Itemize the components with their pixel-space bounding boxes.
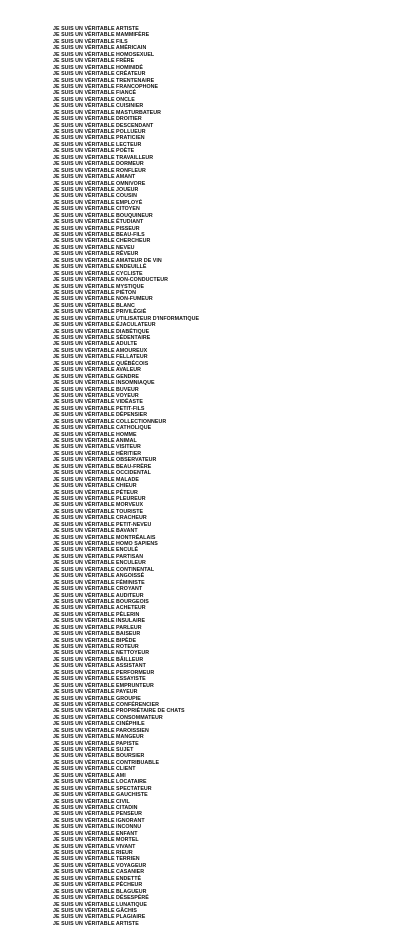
poem-line: JE SUIS UN VÉRITABLE MYSTIQUE [53,283,145,290]
poem-line: JE SUIS UN VÉRITABLE PARTISAN [53,553,144,560]
poem-line: JE SUIS UN VÉRITABLE PRIVILÉGIÉ [53,309,147,316]
poem-line: JE SUIS UN VÉRITABLE NEVEU [53,244,135,251]
poem-line: JE SUIS UN VÉRITABLE CRACHEUR [53,515,147,522]
poem-line: JE SUIS UN VÉRITABLE GROUPIE [53,695,141,702]
poem-line: JE SUIS UN VÉRITABLE RONFLEUR [53,167,146,174]
poem-line: JE SUIS UN VÉRITABLE FRÈRE [53,58,135,65]
poem-line: JE SUIS UN VÉRITABLE MONTRÉALAIS [53,534,156,541]
poem-line: JE SUIS UN VÉRITABLE BLANC [53,302,135,309]
poem-line: JE SUIS UN VÉRITABLE PROPRIÉTAIRE DE CHATS [53,708,185,715]
poem-line: JE SUIS UN VÉRITABLE CONFÉRENCIER [53,701,160,708]
poem-line: JE SUIS UN VÉRITABLE VOYAGEUR [53,862,147,869]
poem-line: JE SUIS UN VÉRITABLE BÂILLEUR [53,656,144,663]
poem-line: JE SUIS UN VÉRITABLE OBSERVATEUR [53,457,157,464]
poem-line: JE SUIS UN VÉRITABLE TRAVAILLEUR [53,154,154,161]
poem-line: JE SUIS UN VÉRITABLE FILS [53,38,128,45]
poem-line: JE SUIS UN VÉRITABLE TRENTENAIRE [53,77,155,84]
poem-line: JE SUIS UN VÉRITABLE FELLATEUR [53,354,148,361]
poem-line: JE SUIS UN VÉRITABLE CLIENT [53,766,136,773]
poem-line: JE SUIS UN VÉRITABLE MAMMIFÈRE [53,32,150,39]
poem-text [53,26,199,927]
poem-line: JE SUIS UN VÉRITABLE SÉDENTAIRE [53,335,151,341]
poem-line: JE SUIS UN VÉRITABLE CASANIER [53,869,145,876]
poem-line: JE SUIS UN VÉRITABLE PAROISSIEN [53,727,149,734]
poem-line: JE SUIS UN VÉRITABLE EMPRUNTEUR [53,682,154,689]
poem-line: JE SUIS UN VÉRITABLE CONTRIBUABLE [53,759,160,766]
poem-line: JE SUIS UN VÉRITABLE PENSEUR [53,811,143,818]
poem-line: JE SUIS UN VÉRITABLE FIANCÉ [53,90,137,97]
poem-line: JE SUIS UN VÉRITABLE OCCIDENTAL [53,470,151,477]
poem-line: JE SUIS UN VÉRITABLE DÉSESPÉRÉ [53,895,149,902]
poem-line: JE SUIS UN VÉRITABLE BEAU-FILS [53,232,145,238]
poem-line: JE SUIS UN VÉRITABLE BUVEUR [53,386,139,393]
poem-line: JE SUIS UN VÉRITABLE ONCLE [53,96,135,103]
poem-line: JE SUIS UN VÉRITABLE GENDRE [53,373,140,380]
poem-line: JE SUIS UN VÉRITABLE HOMO SAPIENS [53,541,158,547]
poem-line: JE SUIS UN VÉRITABLE OMNIVORE [53,180,146,187]
poem-line: JE SUIS UN VÉRITABLE PAPISTE [53,740,139,747]
poem-line: JE SUIS UN VÉRITABLE ESSAYISTE [53,676,146,683]
poem-line: JE SUIS UN VÉRITABLE AMOUREUX [53,347,148,354]
poem-line: JE SUIS UN VÉRITABLE POÈTE [53,148,135,155]
poem-line: JE SUIS UN VÉRITABLE ÉJACULATEUR [53,322,156,329]
poem-line: JE SUIS UN VÉRITABLE BAVANT [53,528,138,535]
poem-line: JE SUIS UN VÉRITABLE ANIMAL [53,438,137,444]
poem-line: JE SUIS UN VÉRITABLE PAYEUR [53,689,138,696]
poem-line: JE SUIS UN VÉRITABLE MORTEL [53,837,139,844]
poem-line: JE SUIS UN VÉRITABLE IGNORANT [53,817,145,824]
poem-line: JE SUIS UN VÉRITABLE DIABÉTIQUE [53,328,150,335]
poem-line: JE SUIS UN VÉRITABLE LOCATAIRE [53,779,147,786]
poem-line: JE SUIS UN VÉRITABLE PARLEUR [53,624,142,631]
poem-line: JE SUIS UN VÉRITABLE PIÉTON [53,289,136,296]
poem-line: JE SUIS UN VÉRITABLE COUSIN [53,193,137,200]
poem-line: JE SUIS UN VÉRITABLE LECTEUR [53,141,142,148]
poem-line: JE SUIS UN VÉRITABLE CATHOLIQUE [53,425,152,432]
poem-line: JE SUIS UN VÉRITABLE ACHETEUR [53,605,146,612]
poem-line: JE SUIS UN VÉRITABLE BIPÈDE [53,637,137,644]
poem-line: JE SUIS UN VÉRITABLE BOUQUINEUR [53,212,153,219]
poem-line: JE SUIS UN VÉRITABLE MORVEUX [53,502,144,509]
poem-line: JE SUIS UN VÉRITABLE PETIT-FILS [53,405,145,412]
poem-line: JE SUIS UN VÉRITABLE HOMME [53,431,137,438]
poem-line: JE SUIS UN VÉRITABLE CUISINIER [53,103,144,110]
poem-line: JE SUIS UN VÉRITABLE ÉTUDIANT [53,219,144,226]
poem-line: JE SUIS UN VÉRITABLE AUDITEUR [53,592,144,599]
poem-line: JE SUIS UN VÉRITABLE AVALEUR [53,367,142,374]
poem-line: JE SUIS UN VÉRITABLE PRATICIEN [53,135,145,142]
poem-line: JE SUIS UN VÉRITABLE CRÉATEUR [53,71,146,78]
poem-line: JE SUIS UN VÉRITABLE ENCULEUR [53,560,146,567]
poem-line: JE SUIS UN VÉRITABLE PISSEUR [53,225,140,232]
poem-line: JE SUIS UN VÉRITABLE ENFANT [53,830,138,837]
poem-line: JE SUIS UN VÉRITABLE NON-CONDUCTEUR [53,277,168,284]
poem-line: JE SUIS UN VÉRITABLE HOMINIDÉ [53,64,143,71]
poem-line: JE SUIS UN VÉRITABLE ENCULÉ [53,547,139,554]
poem-line: JE SUIS UN VÉRITABLE FÉMINISTE [53,579,145,586]
poem-line: JE SUIS UN VÉRITABLE PÈLERIN [53,611,140,618]
poem-line: JE SUIS UN VÉRITABLE PLAGIAIRE [53,914,146,921]
poem-line: JE SUIS UN VÉRITABLE PETIT-NEVEU [53,521,152,528]
poem-line: JE SUIS UN VÉRITABLE POLLUEUR [53,129,146,135]
poem-line: JE SUIS UN VÉRITABLE COLLECTIONNEUR [53,418,167,425]
poem-line: JE SUIS UN VÉRITABLE PLEUREUR [53,495,146,502]
poem-line: JE SUIS UN VÉRITABLE INCONNU [53,824,142,831]
poem-line: JE SUIS UN VÉRITABLE HOMOSEXUEL [53,51,155,58]
poem-line: JE SUIS UN VÉRITABLE BEAU-FRÈRE [53,463,152,470]
poem-line: JE SUIS UN VÉRITABLE INSULAIRE [53,618,146,625]
poem-line: JE SUIS UN VÉRITABLE TERRIEN [53,856,140,863]
poem-line: JE SUIS UN VÉRITABLE SPECTATEUR [53,785,152,792]
poem-line: JE SUIS UN VÉRITABLE VOYEUR [53,392,139,399]
poem-line: JE SUIS UN VÉRITABLE INSOMNIAQUE [53,380,155,387]
poem-line: JE SUIS UN VÉRITABLE RIEUR [53,850,133,856]
poem-line: JE SUIS UN VÉRITABLE ANGOISSÉ [53,573,145,580]
poem-line: JE SUIS UN VÉRITABLE DROITIER [53,116,142,123]
poem-line: JE SUIS UN VÉRITABLE UTILISATEUR D'INFORMATIQUE [53,315,200,322]
poem-line: JE SUIS UN VÉRITABLE GÂCHIS [53,907,137,914]
poem-line: JE SUIS UN VÉRITABLE CONTINENTAL [53,566,155,573]
poem-line: JE SUIS UN VÉRITABLE AMÉRICAIN [53,45,147,52]
poem-line: JE SUIS UN VÉRITABLE AMATEUR DE VIN [53,257,162,264]
poem-line: JE SUIS UN VÉRITABLE DESCENDANT [53,122,154,129]
poem-line: JE SUIS UN VÉRITABLE CINÉPHILE [53,721,145,728]
poem-line: JE SUIS UN VÉRITABLE ADULTE [53,341,138,348]
poem-line: JE SUIS UN VÉRITABLE CITOYEN [53,206,140,213]
poem-line: JE SUIS UN VÉRITABLE BAISEUR [53,631,141,638]
poem-line: JE SUIS UN VÉRITABLE PÉTEUR [53,489,138,496]
poem-line: JE SUIS UN VÉRITABLE GAUCHISTE [53,792,148,799]
poem-line: JE SUIS UN VÉRITABLE PERFORMEUR [53,669,155,676]
poem-line: JE SUIS UN VÉRITABLE BOURSIER [53,753,145,760]
poem-line: JE SUIS UN VÉRITABLE VIVANT [53,843,136,850]
poem-line: JE SUIS UN VÉRITABLE AMI [53,772,126,779]
poem-line: JE SUIS UN VÉRITABLE ASSISTANT [53,663,146,670]
poem-line: JE SUIS UN VÉRITABLE CROYANT [53,586,143,593]
poem-line: JE SUIS UN VÉRITABLE EMPLOYÉ [53,199,143,206]
poem-line: JE SUIS UN VÉRITABLE LUNATIQUE [53,901,148,908]
poem-line: JE SUIS UN VÉRITABLE CITADIN [53,804,138,811]
poem-line: JE SUIS UN VÉRITABLE RÊVEUR [53,251,139,258]
poem-line: JE SUIS UN VÉRITABLE SUJET [53,747,134,753]
poem-line: JE SUIS UN VÉRITABLE TOURISTE [53,508,144,515]
poem-line: JE SUIS UN VÉRITABLE CIVIL [53,798,130,805]
poem-line: JE SUIS UN VÉRITABLE DÉPENSIER [53,412,148,419]
poem-line: JE SUIS UN VÉRITABLE QUÉBÉCOIS [53,360,149,367]
poem-line: JE SUIS UN VÉRITABLE DORMEUR [53,161,144,168]
poem-line: JE SUIS UN VÉRITABLE JOUEUR [53,186,139,193]
poem-line: JE SUIS UN VÉRITABLE MANGEUR [53,734,144,741]
poem-line: JE SUIS UN VÉRITABLE ARTISTE [53,920,139,927]
poem-line: JE SUIS UN VÉRITABLE HÉRITIER [53,450,142,457]
poem-line: JE SUIS UN VÉRITABLE CHIEUR [53,483,137,490]
poem-line: JE SUIS UN VÉRITABLE BOURGEOIS [53,598,149,605]
poem-line: JE SUIS UN VÉRITABLE NETTOYEUR [53,650,150,657]
poem-line: JE SUIS UN VÉRITABLE ENDEUILLÉ [53,264,147,271]
poem-line: JE SUIS UN VÉRITABLE MALADE [53,476,140,483]
poem-line: JE SUIS UN VÉRITABLE CHERCHEUR [53,238,151,245]
poem-line: JE SUIS UN VÉRITABLE BLAGUEUR [53,888,147,895]
poem-line: JE SUIS UN VÉRITABLE AMANT [53,174,136,181]
poem-line: JE SUIS UN VÉRITABLE VISITEUR [53,444,141,451]
poem-line: JE SUIS UN VÉRITABLE FRANCOPHONE [53,83,159,90]
poem-line: JE SUIS UN VÉRITABLE VIDÉASTE [53,399,143,406]
poem-line: JE SUIS UN VÉRITABLE ROTEUR [53,644,139,650]
poem-line: JE SUIS UN VÉRITABLE CONSOMMATEUR [53,714,163,721]
poem-line: JE SUIS UN VÉRITABLE ENDETTÉ [53,875,142,882]
poem-line: JE SUIS UN VÉRITABLE CYCLISTE [53,270,143,277]
poem-line: JE SUIS UN VÉRITABLE PÉCHEUR [53,882,143,889]
poem-line: JE SUIS UN VÉRITABLE MASTURBATEUR [53,109,161,116]
poem-line: JE SUIS UN VÉRITABLE ARTISTE [53,26,139,32]
poem-line: JE SUIS UN VÉRITABLE NON-FUMEUR [53,296,153,303]
